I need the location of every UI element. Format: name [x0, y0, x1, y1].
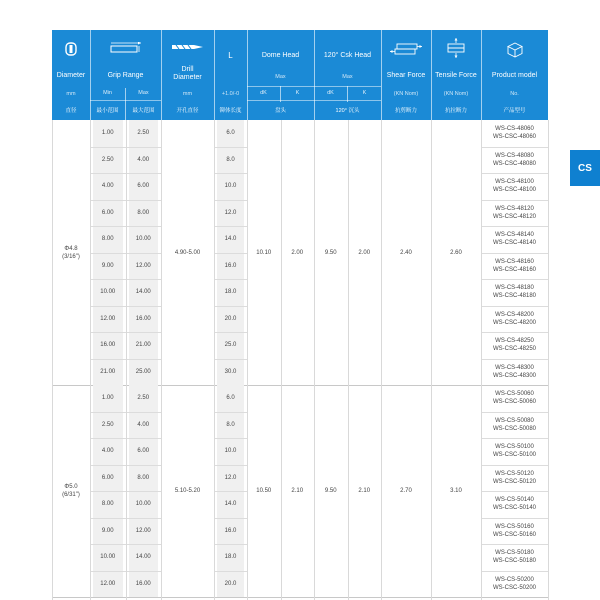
column-divider [52, 120, 53, 600]
shear-force-cell: 2.40 [400, 249, 412, 256]
diameter-metric: Φ4.8 [64, 245, 78, 252]
diameter-inch: (3/16") [62, 253, 80, 260]
grip-min-cell: 2.50 [101, 421, 114, 428]
row-divider [214, 438, 247, 439]
row-divider [214, 253, 247, 254]
csk-dk-cell: 9.50 [324, 488, 337, 494]
row-divider [481, 226, 548, 227]
row-divider [214, 518, 247, 519]
grip-min-cell: 16.00 [100, 342, 116, 349]
diameter-cell [52, 479, 90, 503]
grip-min-cell: 2.50 [101, 156, 114, 163]
header-csk-head [314, 30, 382, 120]
product-model-cell [481, 306, 548, 333]
row-divider [481, 306, 548, 307]
length-cell: 6.0 [226, 395, 235, 402]
row-divider [481, 544, 548, 545]
length-cell: 8.0 [226, 156, 235, 163]
row-divider [214, 200, 247, 201]
column-divider [548, 120, 549, 600]
header-dome-dk: dK [260, 90, 267, 96]
product-model-csc: WS-CSC-50140 [492, 505, 536, 512]
length-cell: 16.0 [224, 527, 237, 534]
grip-min-cell: 4.00 [101, 183, 114, 190]
length-cell: 20.0 [224, 580, 237, 587]
product-model-csc: WS-CSC-50080 [492, 425, 536, 432]
length-cell: 30.0 [224, 368, 237, 375]
product-model-cs: WS-CS-48300 [495, 364, 534, 371]
grip-max-cell: 12.00 [135, 262, 151, 269]
diameter-cell [52, 241, 90, 265]
dome-dk-cell: 10.50 [256, 488, 272, 494]
product-model-cs: WS-CS-48140 [495, 232, 534, 239]
header-diameter-title: Diameter [56, 72, 86, 79]
length-cell: 18.0 [224, 289, 237, 296]
product-model-cs: WS-CS-48200 [495, 311, 534, 318]
row-divider [214, 465, 247, 466]
row-divider [481, 518, 548, 519]
header-shear-force [381, 30, 432, 120]
header-csk-dk: dK [327, 90, 334, 96]
product-model-cell [481, 147, 548, 174]
header-tensile-unit: (KN Nom) [443, 91, 469, 97]
grip-max-cell: 16.00 [135, 580, 151, 587]
product-model-cs: WS-CS-48250 [495, 338, 534, 345]
row-divider [214, 173, 247, 174]
header-drill-diameter [161, 30, 215, 120]
column-divider [247, 120, 248, 600]
grip-min-cell: 6.00 [101, 209, 114, 216]
diameter-metric: Φ5.0 [64, 484, 78, 490]
header-csk-max: Max [342, 74, 353, 80]
product-model-csc: WS-CSC-48180 [492, 293, 536, 300]
length-cell: 10.0 [224, 183, 237, 190]
header-diameter-cn: 直径 [65, 108, 77, 114]
column-divider [381, 120, 382, 600]
header-dome-max: Max [275, 74, 286, 80]
header-length-title: L [228, 51, 233, 60]
header-grip-title: Grip Range [107, 72, 144, 79]
product-model-csc: WS-CSC-50060 [492, 399, 536, 406]
grip-max-cell: 16.00 [135, 315, 151, 322]
column-divider [126, 120, 127, 600]
header-diameter-unit: mm [66, 91, 76, 97]
grip-min-cell: 1.00 [101, 395, 114, 402]
length-cell: 14.0 [224, 501, 237, 508]
row-divider [481, 253, 548, 254]
column-divider [348, 120, 349, 600]
row-divider [481, 200, 548, 201]
header-grip-range [90, 30, 162, 120]
product-model-csc: WS-CSC-48100 [492, 187, 536, 194]
row-divider [481, 359, 548, 360]
product-model-cell [481, 544, 548, 571]
grip-min-cell: 21.00 [100, 368, 116, 375]
product-model-cs: WS-CS-50120 [495, 470, 534, 477]
product-model-cell [481, 465, 548, 492]
product-model-cell [481, 279, 548, 306]
product-model-cell [481, 120, 548, 147]
grip-min-cell: 6.00 [101, 474, 114, 481]
product-model-cell [481, 571, 548, 598]
column-divider [214, 120, 215, 600]
product-model-cell [481, 332, 548, 359]
tensile-force-icon [445, 38, 467, 58]
row-divider [214, 226, 247, 227]
tensile-force-cell: 3.10 [450, 488, 462, 494]
header-drill-cn: 开孔直径 [176, 108, 199, 114]
row-divider [481, 332, 548, 333]
header-tensile-cn: 抗拉断力 [444, 108, 467, 114]
row-divider [481, 465, 548, 466]
length-cell: 16.0 [224, 262, 237, 269]
shear-force-cell: 2.70 [400, 488, 412, 494]
product-model-cs: WS-CS-50140 [495, 497, 534, 504]
product-model-csc: WS-CSC-50120 [492, 478, 536, 485]
grip-max-cell: 8.00 [137, 209, 150, 216]
grip-min-cell: 4.00 [101, 448, 114, 455]
tensile-force-cell: 2.60 [450, 249, 462, 256]
header-shear-cn: 抗剪断力 [394, 108, 417, 114]
product-model-csc: WS-CSC-48250 [492, 346, 536, 353]
header-length-cn: 铆体长度 [219, 108, 242, 114]
column-divider [161, 120, 162, 600]
product-model-cs: WS-CS-50060 [495, 391, 534, 398]
dome-k-cell: 2.00 [291, 249, 304, 256]
header-product-title: Product model [491, 72, 538, 79]
length-cell: 20.0 [224, 315, 237, 322]
header-drill-title: Drill Diameter [173, 66, 202, 81]
header-shear-unit: (KN Nom) [393, 91, 419, 97]
header-product-unit: No. [510, 91, 519, 97]
product-model-cell [481, 253, 548, 280]
product-model-cell [481, 173, 548, 200]
dome-k-cell: 2.10 [291, 488, 304, 494]
grip-max-cell: 4.00 [137, 156, 150, 163]
row-divider [214, 332, 247, 333]
header-csk-cn: 120° 沉头 [335, 108, 360, 114]
length-cell: 12.0 [224, 209, 237, 216]
grip-max-cell: 8.00 [137, 474, 150, 481]
grip-max-cell: 14.00 [135, 289, 151, 296]
row-divider [214, 544, 247, 545]
row-divider [214, 279, 247, 280]
grip-max-cell: 12.00 [135, 527, 151, 534]
product-model-cs: WS-CS-48160 [495, 258, 534, 265]
header-tensile-title: Tensile Force [435, 72, 477, 79]
product-model-csc: WS-CSC-48080 [492, 160, 536, 167]
header-dome-cn: 盘头 [274, 108, 286, 114]
product-model-cs: WS-CS-50080 [495, 417, 534, 424]
grip-max-cell: 14.00 [135, 554, 151, 561]
product-model-csc: WS-CSC-48300 [492, 372, 536, 379]
header-dome-head [247, 30, 315, 120]
row-divider [214, 306, 247, 307]
header-csk-title: 120° Csk Head [323, 52, 372, 59]
grip-max-cell: 6.00 [137, 183, 150, 190]
product-model-csc: WS-CSC-48140 [492, 240, 536, 247]
product-model-cs: WS-CS-48180 [495, 285, 534, 292]
row-divider [481, 147, 548, 148]
length-cell: 14.0 [224, 236, 237, 243]
length-cell: 25.0 [224, 342, 237, 349]
product-model-cell [481, 385, 548, 412]
product-model-cs: WS-CS-48100 [495, 179, 534, 186]
grip-min-cell: 8.00 [101, 501, 114, 508]
header-grip-cn-max: 最大范围 [132, 108, 155, 114]
row-divider [214, 491, 247, 492]
grip-max-cell: 21.00 [135, 342, 151, 349]
grip-max-cell: 4.00 [137, 421, 150, 428]
product-model-csc: WS-CSC-48120 [492, 213, 536, 220]
header-shear-title: Shear Force [386, 72, 426, 79]
csk-k-cell: 2.00 [358, 249, 371, 256]
grip-max-cell: 2.50 [137, 130, 150, 137]
product-model-cs: WS-CS-50160 [495, 523, 534, 530]
row-divider [481, 173, 548, 174]
product-model-csc: WS-CSC-48200 [492, 319, 536, 326]
header-grip-cn-min: 最小范围 [96, 108, 119, 114]
grip-min-cell: 12.00 [100, 315, 116, 322]
grip-min-cell: 9.00 [101, 527, 114, 534]
column-divider [314, 120, 315, 600]
row-divider [481, 491, 548, 492]
grip-min-cell: 1.00 [101, 130, 114, 137]
product-model-csc: WS-CSC-50160 [492, 531, 536, 538]
csk-dk-cell: 9.50 [324, 249, 337, 256]
product-model-csc: WS-CSC-50200 [492, 584, 536, 591]
product-model-cs: WS-CS-50100 [495, 444, 534, 451]
product-model-cs: WS-CS-50180 [495, 550, 534, 557]
row-divider [214, 147, 247, 148]
row-divider [214, 359, 247, 360]
product-model-cell [481, 359, 548, 386]
product-model-cell [481, 200, 548, 227]
length-cell: 8.0 [226, 421, 235, 428]
row-divider [481, 279, 548, 280]
drill-diameter-cell: 5.10-5.20 [174, 488, 201, 494]
drill-diameter-cell: 4.90-5.00 [174, 249, 201, 256]
length-cell: 12.0 [224, 474, 237, 481]
product-model-cell [481, 438, 548, 465]
length-cell: 6.0 [226, 130, 235, 137]
grip-max-cell: 25.00 [135, 368, 151, 375]
csk-k-cell: 2.10 [358, 488, 371, 494]
product-model-csc: WS-CSC-48060 [492, 134, 536, 141]
diameter-inch: (6/31") [62, 492, 80, 498]
product-model-cell [481, 491, 548, 518]
shear-force-icon [389, 42, 423, 56]
box-icon [507, 42, 523, 58]
header-drill-unit: mm [182, 91, 193, 97]
grip-min-cell: 8.00 [101, 236, 114, 243]
product-model-cell [481, 226, 548, 253]
product-model-csc: WS-CSC-50180 [492, 558, 536, 565]
column-divider [431, 120, 432, 600]
row-divider [214, 412, 247, 413]
length-cell: 10.0 [224, 448, 237, 455]
header-grip-min: Min [103, 90, 112, 96]
product-model-cell [481, 412, 548, 439]
drill-bit-icon [170, 42, 206, 52]
header-dome-title: Dome Head [261, 52, 300, 59]
header-length [214, 30, 248, 120]
grip-min-cell: 10.00 [100, 554, 116, 561]
grip-max-cell: 2.50 [137, 395, 150, 402]
header-csk-k: K [362, 90, 367, 96]
column-divider [90, 120, 91, 600]
column-divider [281, 120, 282, 600]
rivet-head-icon [65, 42, 77, 56]
product-model-cs: WS-CS-50200 [495, 576, 534, 583]
header-product-cn: 产品型号 [503, 108, 526, 114]
product-model-csc: WS-CSC-50100 [492, 452, 536, 459]
product-model-cs: WS-CS-48120 [495, 205, 534, 212]
product-model-cs: WS-CS-48080 [495, 152, 534, 159]
grip-range-icon [109, 42, 143, 56]
grip-min-cell: 10.00 [100, 289, 116, 296]
length-cell: 18.0 [224, 554, 237, 561]
product-model-cell [481, 518, 548, 545]
row-divider [481, 438, 548, 439]
product-model-csc: WS-CSC-48160 [492, 266, 536, 273]
row-divider [481, 571, 548, 572]
table-header [52, 30, 548, 120]
header-diameter [52, 30, 91, 120]
column-divider [481, 120, 482, 600]
dome-dk-cell: 10.10 [256, 249, 272, 256]
header-grip-max: Max [138, 90, 149, 96]
table-body [52, 120, 548, 600]
header-tensile-force [431, 30, 482, 120]
grip-max-cell: 6.00 [137, 448, 150, 455]
product-model-cs: WS-CS-48060 [495, 126, 534, 133]
grip-max-cell: 10.00 [135, 236, 151, 243]
row-divider [481, 412, 548, 413]
header-length-unit: +1.0/-0 [221, 91, 240, 97]
row-divider [214, 571, 247, 572]
grip-min-cell: 12.00 [100, 580, 116, 587]
grip-max-cell: 10.00 [135, 501, 151, 508]
grip-min-cell: 9.00 [101, 262, 114, 269]
header-product-model [481, 30, 548, 120]
header-dome-k: K [295, 90, 300, 96]
section-tab-cs: CS [570, 150, 600, 186]
